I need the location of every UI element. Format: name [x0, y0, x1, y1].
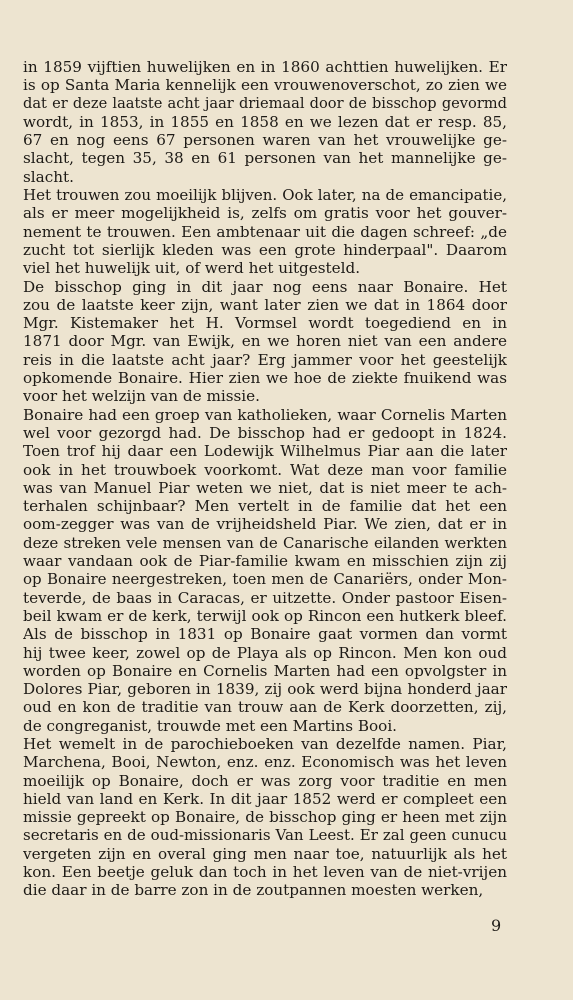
text-line: zucht tot sierlijk kleden was een grote hinderpaal". Daarom: [23, 240, 507, 259]
text-line: waar vandaan ook de Piar-familie kwam en misschien zijn zij: [23, 552, 507, 571]
paragraph: [23, 58, 507, 186]
paragraph: [23, 186, 507, 277]
text-line: dat er deze laatste acht jaar driemaal door de bisschop gevormd: [23, 94, 507, 112]
text-line: De bisschop ging in dit jaar nog eens naar Bonaire. Het: [23, 277, 507, 296]
text-line: nement te trouwen. Een ambtenaar uit die dagen schreef: „de: [23, 222, 507, 241]
text-line: viel het huwelijk uit, of werd het uitgesteld.: [23, 259, 361, 278]
text-line: 1871 door Mgr. van Ewijk, en we horen niet van een andere: [23, 332, 507, 351]
text-line: hield van land en Kerk. In dit jaar 1852 werd er compleet een: [23, 789, 507, 808]
body-text: [23, 58, 507, 900]
text-line: 67 en nog eens 67 personen waren van het vrouwelijke ge-: [23, 131, 507, 150]
text-line: opkomende Bonaire. Hier zien we hoe de ziekte fnuikend was: [23, 369, 507, 388]
text-line: oud en kon de traditie van trouw aan de Kerk doorzetten, zij,: [23, 698, 507, 717]
text-line: slacht, tegen 35, 38 en 61 personen van het mannelijke ge-: [23, 149, 507, 168]
text-line: beil kwam er de kerk, terwijl ook op Rincon een hutkerk bleef.: [23, 606, 507, 625]
text-line: kon. Een beetje geluk dan toch in het leven van de niet-vrijen: [23, 863, 507, 882]
text-line: de congreganist, trouwde met een Martins Booi.: [23, 716, 397, 735]
paragraph: [23, 406, 507, 735]
text-line: op Bonaire neergestreken, toen men de Canariërs, onder Mon-: [23, 570, 507, 589]
text-line: Mgr. Kistemaker het H. Vormsel wordt toegediend en in: [23, 314, 507, 333]
text-line: slacht.: [23, 167, 74, 186]
text-line: zou de laatste keer zijn, want later zien we dat in 1864 door: [23, 295, 507, 314]
text-line: als er meer mogelijkheid is, zelfs om gratis voor het gouver-: [23, 204, 507, 223]
text-line: Als de bisschop in 1831 op Bonaire gaat vormen dan vormt: [23, 625, 507, 644]
text-line: in 1859 vijftien huwelijken en in 1860 achttien huwelijken. Er: [23, 58, 507, 76]
page-number: 9: [491, 916, 502, 935]
text-line: Het trouwen zou moeilijk blijven. Ook later, na de emancipatie,: [23, 186, 507, 205]
text-line: wordt, in 1853, in 1855 en 1858 en we lezen dat er resp. 85,: [23, 112, 507, 131]
text-line: teverde, de baas in Caracas, er uitzette. Onder pastoor Eisen-: [23, 588, 507, 607]
text-line: voor het welzijn van de missie.: [23, 387, 260, 406]
text-line: vergeten zijn en overal ging men naar toe, natuurlijk als het: [23, 844, 507, 863]
text-line: Bonaire had een groep van katholieken, waar Cornelis Marten: [23, 405, 507, 424]
text-line: Het wemelt in de parochieboeken van dezelfde namen. Piar,: [23, 734, 507, 753]
text-line: Dolores Piar, geboren in 1839, zij ook werd bijna honderd jaar: [23, 680, 507, 699]
text-line: was van Manuel Piar weten we niet, dat is niet meer te ach-: [23, 478, 507, 497]
text-line: oom-zegger was van de vrijheidsheld Piar. We zien, dat er in: [23, 515, 507, 534]
paragraph: [23, 735, 507, 900]
paragraph: [23, 278, 507, 406]
text-line: hij twee keer, zowel op de Playa als op Rincon. Men kon oud: [23, 643, 507, 662]
text-line: missie gepreekt op Bonaire, de bisschop ging er heen met zijn: [23, 808, 507, 827]
text-line: reis in die laatste acht jaar? Erg jammer voor het geestelijk: [23, 350, 507, 369]
text-line: ook in het trouwboek voorkomt. Wat deze man voor familie: [23, 460, 507, 479]
text-line: secretaris en de oud-missionaris Van Leest. Er zal geen cunucu: [23, 826, 507, 845]
text-line: terhalen schijnbaar? Men vertelt in de familie dat het een: [23, 497, 507, 516]
text-line: is op Santa Maria kennelijk een vrouwenoverschot, zo zien we: [23, 76, 507, 95]
text-line: Marchena, Booi, Newton, enz. enz. Economisch was het leven: [23, 753, 507, 772]
text-line: die daar in de barre zon in de zoutpannen moesten werken,: [23, 881, 484, 900]
text-line: moeilijk op Bonaire, doch er was zorg voor traditie en men: [23, 771, 507, 790]
text-line: deze streken vele mensen van de Canarische eilanden werkten: [23, 533, 507, 552]
text-line: wel voor gezorgd had. De bisschop had er gedoopt in 1824.: [23, 423, 507, 442]
text-line: worden op Bonaire en Cornelis Marten had een opvolgster in: [23, 661, 507, 680]
text-line: Toen trof hij daar een Lodewijk Wilhelmus Piar aan die later: [23, 442, 507, 461]
